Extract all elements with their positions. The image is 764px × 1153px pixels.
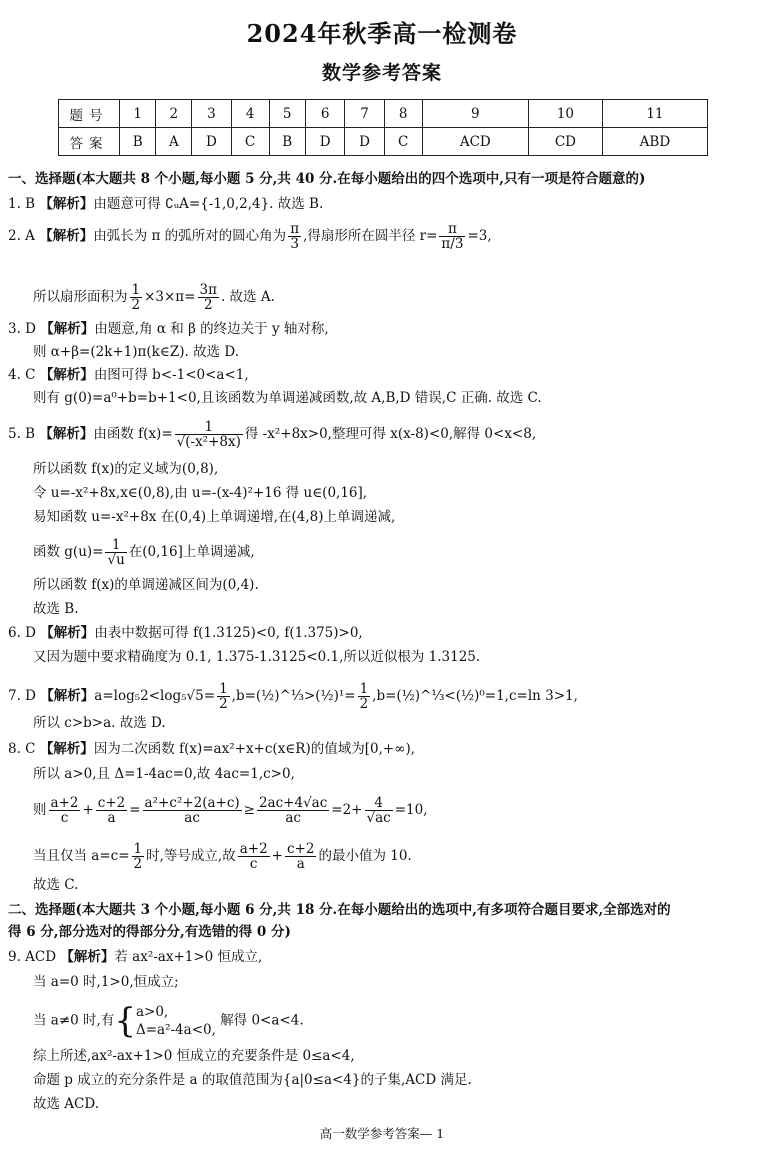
solution-text: ,得扇形所在圆半径 r= bbox=[303, 228, 438, 244]
table-cell: 2 bbox=[156, 100, 192, 128]
question-3 bbox=[8, 320, 329, 338]
row-label-answer: 答案 bbox=[59, 128, 120, 156]
solution-text: 由题意,角 α 和 β 的终边关于 y 轴对称, bbox=[94, 321, 329, 337]
question-number: 2. A bbox=[8, 228, 35, 244]
fraction bbox=[217, 682, 230, 711]
row-label-number: 题号 bbox=[59, 100, 120, 128]
table-cell: B bbox=[120, 128, 156, 156]
question-number: 1. B bbox=[8, 196, 36, 212]
answer-table-number-row bbox=[59, 100, 708, 128]
numerator: a+2 bbox=[50, 795, 79, 811]
question-4 bbox=[8, 366, 249, 384]
question-5-line-4: 易知函数 u=-x²+8x 在(0,4)上单调递增,在(4,8)上单调递减, bbox=[33, 509, 396, 525]
solution-text: 因为二次函数 f(x)=ax²+x+c(x∈R)的值域为[0,+∞), bbox=[93, 741, 415, 757]
question-6 bbox=[8, 624, 363, 642]
solution-text: a=log₅2<log₅√5= bbox=[94, 688, 216, 704]
question-7-line-2: 所以 c>b>a. 故选 D. bbox=[33, 715, 166, 731]
question-9 bbox=[8, 948, 262, 966]
fraction bbox=[132, 842, 145, 871]
table-cell: 1 bbox=[120, 100, 156, 128]
question-9-line-2: 当 a=0 时,1>0,恒成立; bbox=[33, 974, 179, 990]
question-5 bbox=[8, 420, 536, 449]
table-cell: B bbox=[269, 128, 305, 156]
table-cell: D bbox=[305, 128, 344, 156]
table-cell: D bbox=[345, 128, 384, 156]
table-cell: 9 bbox=[422, 100, 528, 128]
solution-text: ×3×π= bbox=[144, 289, 196, 305]
analysis-tag: 【解析】 bbox=[39, 741, 94, 757]
question-5-line-7: 故选 B. bbox=[33, 601, 79, 617]
numerator: 1 bbox=[219, 681, 228, 697]
numerator: c+2 bbox=[97, 795, 126, 811]
fraction bbox=[130, 283, 143, 312]
answer-table-answer-row bbox=[59, 128, 708, 156]
question-3-line-2: 则 α+β=(2k+1)π(k∈Z). 故选 D. bbox=[33, 344, 240, 360]
fraction bbox=[288, 222, 301, 251]
fraction bbox=[358, 682, 371, 711]
analysis-tag: 【解析】 bbox=[39, 228, 94, 244]
question-2-line-2 bbox=[33, 283, 275, 312]
denominator: 2 bbox=[203, 297, 213, 313]
denominator: ac bbox=[184, 810, 200, 826]
question-number: 7. D bbox=[8, 688, 36, 704]
solution-text: 由函数 f(x)= bbox=[93, 426, 173, 442]
solution-text: 由弧长为 π 的弧所对的圆心角为 bbox=[93, 228, 287, 244]
system-line: a>0, bbox=[135, 1004, 169, 1020]
page-footer: 高一数学参考答案— 1 bbox=[319, 1126, 445, 1141]
numerator: 1 bbox=[131, 282, 141, 298]
numerator: a²+c²+2(a+c) bbox=[144, 795, 240, 811]
denominator: a bbox=[296, 856, 305, 872]
numerator: 1 bbox=[133, 841, 143, 857]
question-1 bbox=[8, 195, 323, 213]
question-7 bbox=[8, 682, 578, 711]
analysis-tag: 【解析】 bbox=[39, 426, 94, 442]
analysis-tag: 【解析】 bbox=[40, 321, 95, 337]
solution-text: ,b=(½)^⅓<(½)⁰=1,c=ln 3>1, bbox=[372, 688, 578, 704]
numerator: π bbox=[290, 221, 300, 237]
numerator: π bbox=[439, 222, 465, 237]
question-number: 5. B bbox=[8, 426, 36, 442]
numerator: 1 bbox=[105, 538, 126, 553]
table-cell: 3 bbox=[192, 100, 231, 128]
page-subtitle: 数学参考答案 bbox=[321, 62, 442, 84]
denominator: a bbox=[107, 810, 116, 826]
table-cell: C bbox=[231, 128, 269, 156]
numerator: a+2 bbox=[239, 841, 268, 857]
question-8-line-2: 所以 a>0,且 Δ=1-4ac=0,故 4ac=1,c>0, bbox=[33, 766, 295, 782]
fraction bbox=[49, 796, 81, 825]
denominator: ac bbox=[285, 810, 301, 826]
numerator: 4 bbox=[365, 796, 393, 811]
answer-table bbox=[58, 99, 708, 156]
numerator: 1 bbox=[359, 681, 369, 697]
table-cell: C bbox=[384, 128, 422, 156]
solution-text: =2+ bbox=[331, 802, 363, 818]
denominator: 2 bbox=[219, 696, 228, 712]
question-5-line-2: 所以函数 f(x)的定义域为(0,8), bbox=[33, 461, 219, 477]
question-8 bbox=[8, 740, 415, 758]
table-cell: 5 bbox=[269, 100, 305, 128]
solution-text: 由题意可得 ∁ᵤA={-1,0,2,4}. 故选 B. bbox=[93, 196, 324, 212]
question-9-line-6: 故选 ACD. bbox=[33, 1096, 100, 1112]
solution-text: + bbox=[271, 848, 283, 864]
analysis-tag: 【解析】 bbox=[60, 949, 115, 965]
denominator: c bbox=[249, 856, 258, 872]
solution-text: 时,等号成立,故 bbox=[146, 848, 236, 864]
solution-text: 则 bbox=[33, 802, 47, 818]
numerator: 3π bbox=[199, 282, 217, 298]
question-8-line-5: 故选 C. bbox=[33, 877, 79, 893]
fraction bbox=[365, 796, 393, 825]
solution-text: 当 a≠0 时,有 bbox=[33, 1012, 115, 1029]
question-number: 3. D bbox=[8, 321, 36, 337]
inequality-system bbox=[136, 1003, 216, 1039]
table-cell: 8 bbox=[384, 100, 422, 128]
solution-text: 的最小值为 10. bbox=[318, 848, 412, 864]
fraction bbox=[105, 538, 126, 567]
fraction bbox=[198, 283, 219, 312]
table-cell: 10 bbox=[528, 100, 602, 128]
question-number: 6. D bbox=[8, 625, 36, 641]
fraction bbox=[257, 796, 329, 825]
numerator: 1 bbox=[175, 420, 243, 435]
table-cell: D bbox=[192, 128, 231, 156]
table-cell: 11 bbox=[602, 100, 707, 128]
question-5-line-5 bbox=[33, 538, 255, 567]
left-brace: { bbox=[114, 1001, 136, 1041]
solution-text: 当且仅当 a=c= bbox=[33, 848, 130, 864]
solution-text: . 故选 A. bbox=[220, 289, 275, 305]
denominator: √ac bbox=[366, 810, 391, 826]
solution-text: 函数 g(u)= bbox=[33, 544, 104, 560]
solution-text: 所以扇形面积为 bbox=[33, 289, 128, 305]
section-heading-1: 一、选择题(本大题共 8 个小题,每小题 5 分,共 40 分.在每小题给出的四个选项中,只有一项是符合题意的) bbox=[8, 171, 646, 187]
denominator: 3 bbox=[290, 236, 299, 252]
analysis-tag: 【解析】 bbox=[40, 688, 95, 704]
solution-text: =3, bbox=[467, 228, 492, 244]
denominator: 2 bbox=[133, 856, 143, 872]
question-number: 8. C bbox=[8, 741, 36, 757]
question-8-line-3 bbox=[33, 796, 428, 825]
table-cell: CD bbox=[528, 128, 602, 156]
fraction bbox=[175, 420, 243, 449]
solution-text: 解得 0<a<4. bbox=[220, 1012, 304, 1029]
question-number: 9. ACD bbox=[8, 949, 57, 965]
question-9-line-4: 综上所述,ax²-ax+1>0 恒成立的充要条件是 0≤a<4, bbox=[33, 1048, 355, 1064]
analysis-tag: 【解析】 bbox=[40, 625, 95, 641]
question-5-line-6: 所以函数 f(x)的单调递减区间为(0,4). bbox=[33, 577, 259, 593]
solution-text: ,b=(½)^⅓>(½)¹= bbox=[231, 688, 356, 704]
denominator: 2 bbox=[131, 297, 141, 313]
table-cell: ACD bbox=[422, 128, 528, 156]
system-line: Δ=a²-4a<0, bbox=[135, 1022, 216, 1038]
denominator: √u bbox=[107, 552, 125, 568]
question-9-line-5: 命题 p 成立的充分条件是 a 的取值范围为{a|0≤a<4}的子集,ACD 满足. bbox=[33, 1072, 472, 1088]
fraction bbox=[238, 842, 270, 871]
denominator: 2 bbox=[359, 696, 369, 712]
section-heading-2: 二、选择题(本大题共 3 个小题,每小题 6 分,共 18 分.在每小题给出的选项中,有多项符合题目要求,全部选对的 bbox=[8, 902, 671, 918]
solution-text: = bbox=[129, 802, 141, 818]
question-8-line-4 bbox=[33, 842, 412, 871]
table-cell: 4 bbox=[231, 100, 269, 128]
solution-text: 由表中数据可得 f(1.3125)<0, f(1.375)>0, bbox=[94, 625, 363, 641]
fraction bbox=[285, 842, 316, 871]
solution-text: + bbox=[82, 802, 94, 818]
analysis-tag: 【解析】 bbox=[39, 367, 94, 383]
fraction bbox=[96, 796, 127, 825]
question-number: 4. C bbox=[8, 367, 36, 383]
denominator: π/3 bbox=[441, 236, 464, 252]
table-cell: 6 bbox=[305, 100, 344, 128]
question-6-line-2: 又因为题中要求精确度为 0.1, 1.375-1.3125<0.1,所以近似根为 1.3125. bbox=[33, 649, 481, 665]
solution-text: 在(0,16]上单调递减, bbox=[128, 544, 255, 560]
numerator: c+2 bbox=[286, 841, 315, 857]
question-4-line-2: 则有 g(0)=a⁰+b=b+1<0,且该函数为单调递减函数,故 A,B,D 错误,C 正确. 故选 C. bbox=[33, 390, 542, 406]
solution-text: =10, bbox=[394, 802, 428, 818]
question-2 bbox=[8, 222, 492, 251]
solution-text: ≥ bbox=[243, 802, 255, 818]
table-cell: ABD bbox=[602, 128, 707, 156]
solution-text: 得 -x²+8x>0,整理可得 x(x-8)<0,解得 0<x<8, bbox=[244, 426, 537, 442]
question-5-line-3: 令 u=-x²+8x,x∈(0,8),由 u=-(x-4)²+16 得 u∈(0,16], bbox=[33, 485, 368, 501]
fraction bbox=[439, 222, 465, 251]
fraction bbox=[143, 796, 242, 825]
denominator: √(-x²+8x) bbox=[176, 434, 241, 450]
analysis-tag: 【解析】 bbox=[39, 196, 94, 212]
solution-text: 若 ax²-ax+1>0 恒成立, bbox=[114, 949, 263, 965]
question-9-line-3 bbox=[33, 1003, 304, 1039]
denominator: c bbox=[60, 810, 69, 826]
page-title: 2024年秋季高一检测卷 bbox=[246, 19, 518, 48]
numerator: 2ac+4√ac bbox=[258, 795, 328, 811]
section-heading-2-line-2: 得 6 分,部分选对的得部分分,有选错的得 0 分) bbox=[8, 924, 291, 940]
solution-text: 由图可得 b<-1<0<a<1, bbox=[93, 367, 249, 383]
table-cell: A bbox=[156, 128, 192, 156]
table-cell: 7 bbox=[345, 100, 384, 128]
